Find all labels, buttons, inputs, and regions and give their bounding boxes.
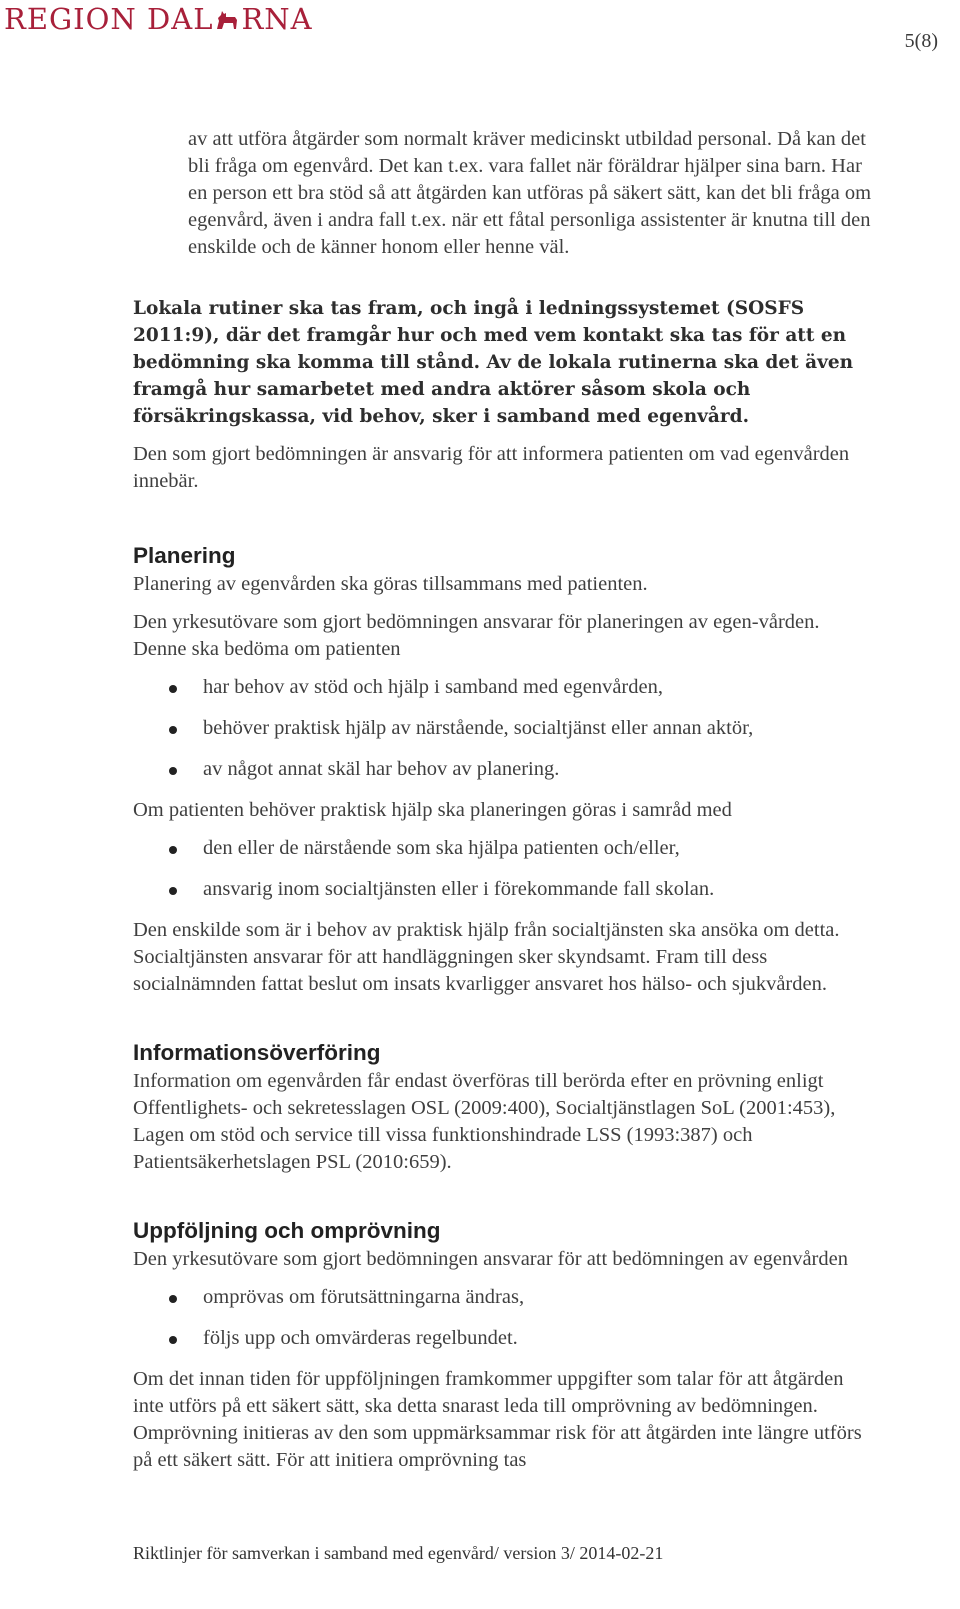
list-item (133, 756, 878, 783)
bullet-icon (169, 726, 177, 734)
list-item (133, 1325, 878, 1352)
page-number: 5(8) (904, 30, 938, 52)
list-item (133, 715, 878, 742)
region-dalarna-logo (4, 2, 313, 36)
information-p1: Information om egenvården får endast överföras till berörda efter en prövning enligt Offentlighets- och sekretesslagen OSL (2009:400), Socialtjänstlagen SoL (2001:453), Lagen om stöd och service till vissa funktionshindrade LSS (1993:387) och Patientsäkerhetslagen PSL (2010:659). (133, 1070, 836, 1173)
planering-p3: Om patienten behöver praktisk hjälp ska planeringen göras i samråd med (133, 799, 732, 821)
list-item-text: ansvarig inom socialtjänsten eller i förekommande fall skolan. (203, 878, 715, 900)
dala-horse-icon (214, 9, 240, 31)
planering-bullet-list-1 (133, 674, 878, 783)
bullet-icon (169, 887, 177, 895)
list-item-text: den eller de närstående som ska hjälpa patienten och/eller, (203, 837, 680, 859)
bullet-icon (169, 846, 177, 854)
informationsoverforing-heading: Informationsöverföring (133, 1040, 381, 1065)
bullet-icon (169, 1336, 177, 1344)
uppfoljning-p2: Om det innan tiden för uppföljningen framkommer uppgifter som talar för att åtgärden inte utförs på ett säkert sätt, ska detta snarast leda till omprövning av bedömningen. Omprövning initieras av den som uppmärksammar risk för att åtgärden inte längre utförs på ett säkert sätt. För att initiera omprövning tas (133, 1368, 862, 1471)
list-item-text: omprövas om förutsättningarna ändras, (203, 1286, 525, 1308)
uppfoljning-p1: Den yrkesutövare som gjort bedömningen ansvarar för att bedömningen av egenvården (133, 1248, 848, 1270)
list-item (133, 674, 878, 701)
bullet-icon (169, 767, 177, 775)
list-item-text: behöver praktisk hjälp av närstående, socialtjänst eller annan aktör, (203, 717, 754, 739)
bullet-icon (169, 1295, 177, 1303)
uppfoljning-heading: Uppföljning och omprövning (133, 1218, 441, 1243)
main-content (133, 295, 878, 1485)
list-item-text: följs upp och omvärderas regelbundet. (203, 1327, 518, 1349)
logo-text-right: RNA (241, 2, 313, 36)
planering-p4: Den enskilde som är i behov av praktisk hjälp från socialtjänsten ska ansöka om detta. Socialtjänsten ansvarar för att handläggningen sker skyndsamt. Fram till dess socialnämnden fattat beslut om insats kvarligger ansvaret hos hälso- och sjukvården. (133, 919, 840, 995)
uppfoljning-bullet-list (133, 1284, 878, 1352)
bullet-icon (169, 685, 177, 693)
list-item (133, 1284, 878, 1311)
planering-heading: Planering (133, 543, 236, 568)
rutiner-paragraph: Den som gjort bedömningen är ansvarig för att informera patienten om vad egenvården innebär. (133, 443, 850, 492)
planering-p1: Planering av egenvården ska göras tillsammans med patienten. (133, 573, 648, 595)
planering-p2: Den yrkesutövare som gjort bedömningen ansvarar för planeringen av egen-vården. Denne ska bedöma om patienten (133, 611, 820, 660)
list-item-text: av något annat skäl har behov av planering. (203, 758, 560, 780)
intro-paragraph: av att utföra åtgärder som normalt kräver medicinskt utbildad personal. Då kan det bli fråga om egenvård. Det kan t.ex. vara fallet när föräldrar hjälper sina barn. Har en person ett bra stöd så att åtgärden kan utföras på säkert sätt, kan det bli fråga om egenvård, även i andra fall t.ex. när ett fåtal personliga assistenter är knutna till den enskilde och de känner honom eller henne väl. (188, 128, 872, 258)
logo-text-left: REGION DAL (4, 2, 214, 36)
planering-bullet-list-2 (133, 835, 878, 903)
list-item (133, 835, 878, 862)
list-item (133, 876, 878, 903)
rutiner-bold-paragraph: Lokala rutiner ska tas fram, och ingå i ledningssystemet (SOSFS 2011:9), där det framgår hur och med vem kontakt ska tas för att en bedömning ska komma till stånd. Av de lokala rutinerna ska det även framgå hur samarbetet med andra aktörer såsom skola och försäkringskassa, vid behov, sker i samband med egenvård. (133, 298, 854, 427)
list-item-text: har behov av stöd och hjälp i samband med egenvården, (203, 676, 663, 698)
document-footer: Riktlinjer för samverkan i samband med egenvård/ version 3/ 2014-02-21 (133, 1543, 664, 1563)
